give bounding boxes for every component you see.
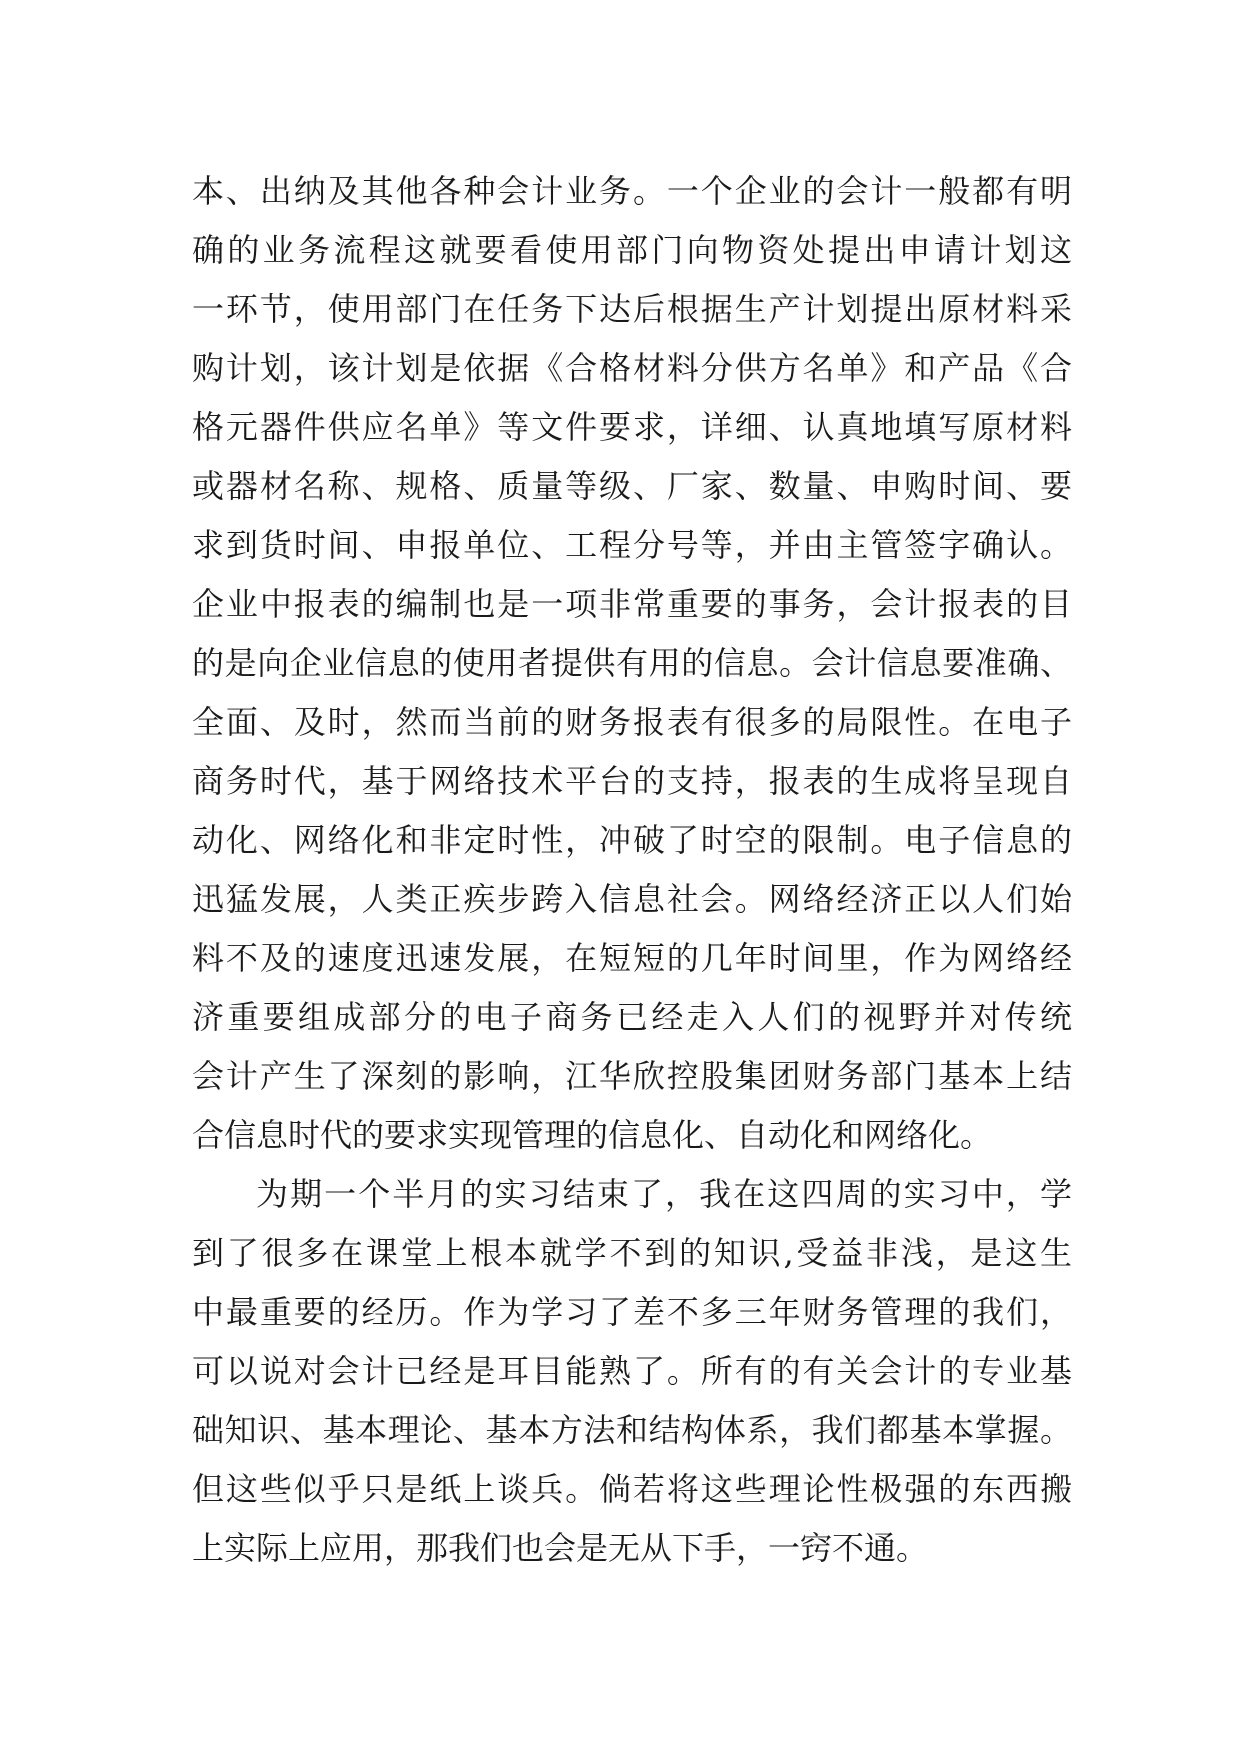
text-line: 或器材名称、规格、质量等级、厂家、数量、申购时间、要 [192, 467, 1072, 505]
text-line: 中最重要的经历。作为学习了差不多三年财务管理的我们， [192, 1293, 1072, 1331]
text-line: 企业中报表的编制也是一项非常重要的事务，会计报表的目 [192, 585, 1072, 623]
text-line: 求到货时间、申报单位、工程分号等，并由主管签字确认。 [192, 526, 1072, 564]
text-line: 可以说对会计已经是耳目能熟了。所有的有关会计的专业基 [192, 1352, 1072, 1390]
text-line: 全面、及时，然而当前的财务报表有很多的局限性。在电子 [192, 703, 1072, 741]
text-line: 购计划，该计划是依据《合格材料分供方名单》和产品《合 [192, 349, 1072, 387]
text-line: 料不及的速度迅速发展，在短短的几年时间里，作为网络经 [192, 939, 1072, 977]
text-line: 会计产生了深刻的影响，江华欣控股集团财务部门基本上结 [192, 1057, 1072, 1095]
text-line: 但这些似乎只是纸上谈兵。倘若将这些理论性极强的东西搬 [192, 1470, 1072, 1508]
text-line: 一环节，使用部门在任务下达后根据生产计划提出原材料采 [192, 290, 1072, 328]
paragraph-internship-summary [192, 1165, 1072, 1578]
text-line-first-indented: 为期一个半月的实习结束了，我在这四周的实习中，学 [256, 1175, 1072, 1213]
text-line: 动化、网络化和非定时性，冲破了时空的限制。电子信息的 [192, 821, 1072, 859]
text-line: 迅猛发展，人类正疾步跨入信息社会。网络经济正以人们始 [192, 880, 1072, 918]
text-line: 格元器件供应名单》等文件要求，详细、认真地填写原材料 [192, 408, 1072, 446]
text-line: 合信息时代的要求实现管理的信息化、自动化和网络化。 [192, 1116, 993, 1154]
text-line: 的是向企业信息的使用者提供有用的信息。会计信息要准确、 [192, 644, 1072, 682]
paragraph-accounting-workflow [192, 162, 1072, 1165]
text-line: 本、出纳及其他各种会计业务。一个企业的会计一般都有明 [192, 172, 1072, 210]
text-line: 济重要组成部分的电子商务已经走入人们的视野并对传统 [192, 998, 1072, 1036]
text-line: 上实际上应用，那我们也会是无从下手，一窍不通。 [192, 1529, 929, 1567]
text-line: 到了很多在课堂上根本就学不到的知识,受益非浅，是这生 [192, 1234, 1072, 1272]
text-line: 确的业务流程这就要看使用部门向物资处提出申请计划这 [192, 231, 1072, 269]
text-line: 商务时代，基于网络技术平台的支持，报表的生成将呈现自 [192, 762, 1072, 800]
body-text [192, 162, 1072, 1578]
text-line: 础知识、基本理论、基本方法和结构体系，我们都基本掌握。 [192, 1411, 1072, 1449]
